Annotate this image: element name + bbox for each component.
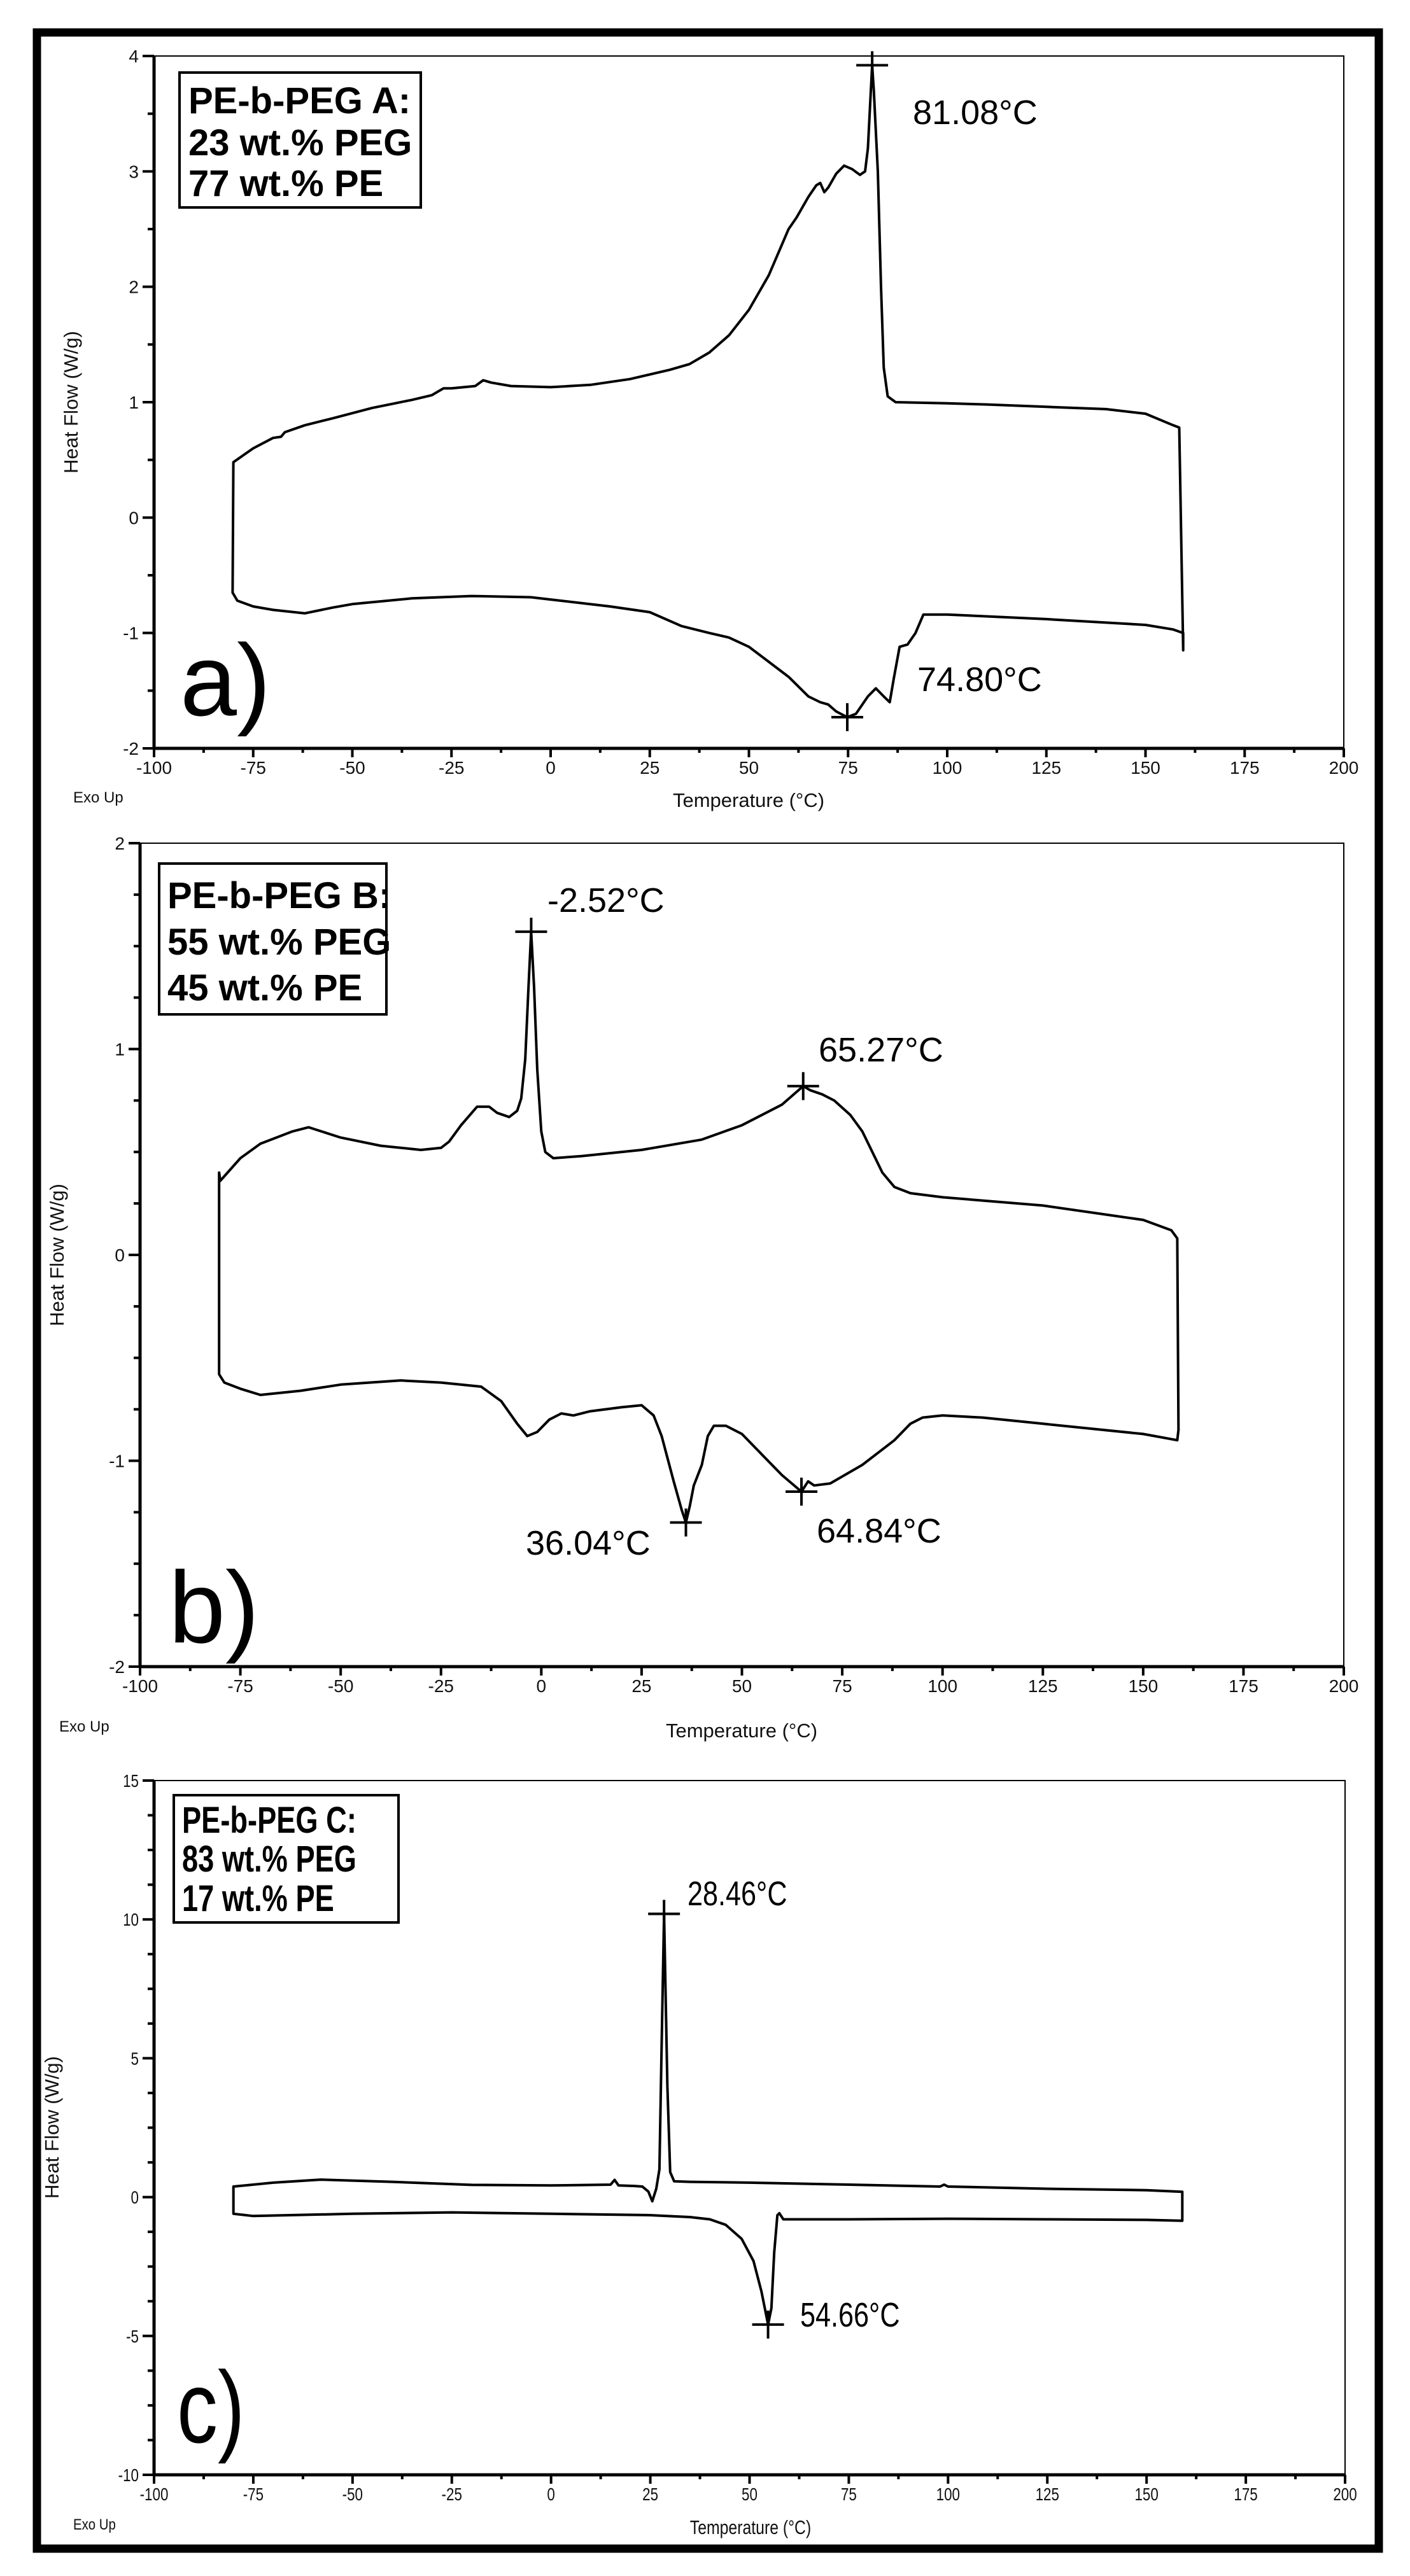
y-tick-label: 0 [115, 1245, 125, 1265]
y-tick-label: -1 [109, 1451, 125, 1471]
y-tick-label: 15 [123, 1771, 139, 1791]
peak-label: 65.27°C [819, 1031, 943, 1069]
x-tick-label: 50 [742, 2484, 758, 2505]
x-tick-label: 150 [1128, 1676, 1159, 1696]
y-tick-label: -2 [123, 739, 139, 759]
x-tick-label: 200 [1329, 1676, 1359, 1696]
legend-line: 45 wt.% PE [167, 967, 363, 1009]
y-tick-label: 0 [129, 508, 139, 528]
x-axis-title: Temperature (°C) [672, 789, 825, 811]
legend-line: PE-b-PEG A: [188, 80, 411, 122]
legend-line: 23 wt.% PEG [188, 122, 412, 164]
y-tick-label: 1 [115, 1039, 125, 1060]
y-tick-label: -1 [123, 623, 139, 643]
x-tick-label: 100 [932, 758, 962, 778]
exo-up-label: Exo Up [73, 789, 123, 806]
x-tick-label: -75 [240, 758, 266, 778]
panel-letter: a) [180, 623, 271, 737]
legend-line: 17 wt.% PE [182, 1878, 334, 1920]
y-tick-label: -2 [109, 1657, 125, 1677]
x-tick-label: 0 [536, 1676, 547, 1696]
peak-label: 28.46°C [687, 1875, 787, 1914]
y-tick-label: 5 [130, 2049, 139, 2069]
x-tick-label: -50 [342, 2484, 363, 2505]
x-tick-label: 75 [832, 1676, 852, 1696]
x-tick-label: 125 [1027, 1676, 1058, 1696]
x-tick-label: 150 [1131, 758, 1160, 778]
x-tick-label: -100 [139, 2484, 169, 2505]
y-axis-title: Heat Flow (W/g) [60, 331, 82, 473]
legend-line: PE-b-PEG B: [167, 875, 391, 916]
y-tick-label: 2 [115, 834, 125, 853]
x-tick-label: 100 [927, 1676, 958, 1696]
y-tick-label: 0 [130, 2188, 139, 2208]
peak-label: 36.04°C [526, 1524, 651, 1562]
x-tick-label: -100 [122, 1676, 159, 1696]
x-tick-label: 175 [1234, 2484, 1258, 2505]
x-tick-label: 175 [1229, 1676, 1258, 1696]
x-tick-label: 175 [1229, 758, 1260, 778]
x-axis-title: Temperature (°C) [665, 1719, 818, 1742]
x-tick-label: -100 [136, 758, 173, 778]
x-tick-label: 25 [640, 758, 660, 778]
y-tick-label: -10 [118, 2465, 139, 2486]
x-tick-label: 50 [738, 758, 759, 778]
legend-line: 83 wt.% PEG [182, 1838, 356, 1880]
panel-letter: b) [169, 1550, 260, 1664]
x-tick-label: 125 [1035, 2484, 1059, 2505]
x-tick-label: 25 [642, 2484, 659, 2505]
legend-line: 55 wt.% PEG [167, 921, 391, 963]
x-tick-label: 75 [840, 2484, 857, 2505]
x-tick-label: -50 [339, 758, 365, 778]
x-tick-label: -50 [327, 1676, 354, 1696]
x-tick-label: 50 [731, 1676, 752, 1696]
x-tick-label: 200 [1333, 2484, 1357, 2505]
panel-letter: c) [177, 2350, 245, 2465]
peak-label: 54.66°C [800, 2296, 900, 2335]
exo-up-label: Exo Up [73, 2516, 116, 2533]
x-tick-label: 125 [1031, 758, 1062, 778]
y-axis-title: Heat Flow (W/g) [41, 2056, 63, 2199]
y-tick-label: 4 [129, 46, 139, 66]
y-tick-label: 3 [129, 162, 139, 182]
peak-label: 74.80°C [917, 661, 1042, 699]
legend-line: PE-b-PEG C: [182, 1800, 356, 1842]
peak-label: 81.08°C [913, 94, 1038, 132]
x-tick-label: -25 [428, 1676, 454, 1696]
legend-line: 77 wt.% PE [188, 163, 384, 204]
y-tick-label: 10 [123, 1910, 139, 1930]
y-tick-label: 2 [129, 277, 139, 297]
x-tick-label: 100 [936, 2484, 961, 2505]
x-tick-label: 75 [838, 758, 858, 778]
x-tick-label: 150 [1134, 2484, 1159, 2505]
exo-up-label: Exo Up [59, 1718, 109, 1735]
x-axis-title: Temperature (°C) [689, 2516, 812, 2538]
y-tick-label: 1 [129, 393, 139, 412]
y-axis-title: Heat Flow (W/g) [46, 1184, 68, 1326]
x-tick-label: -75 [227, 1676, 253, 1696]
x-tick-label: 25 [631, 1676, 652, 1696]
peak-label: -2.52°C [547, 881, 665, 920]
x-tick-label: 0 [546, 758, 556, 778]
x-tick-label: -25 [439, 758, 465, 778]
y-tick-label: -5 [126, 2327, 139, 2347]
x-tick-label: 200 [1329, 758, 1359, 778]
peak-label: 64.84°C [817, 1512, 941, 1550]
x-tick-label: -25 [441, 2484, 462, 2505]
x-tick-label: -75 [243, 2484, 264, 2505]
x-tick-label: 0 [547, 2484, 555, 2505]
